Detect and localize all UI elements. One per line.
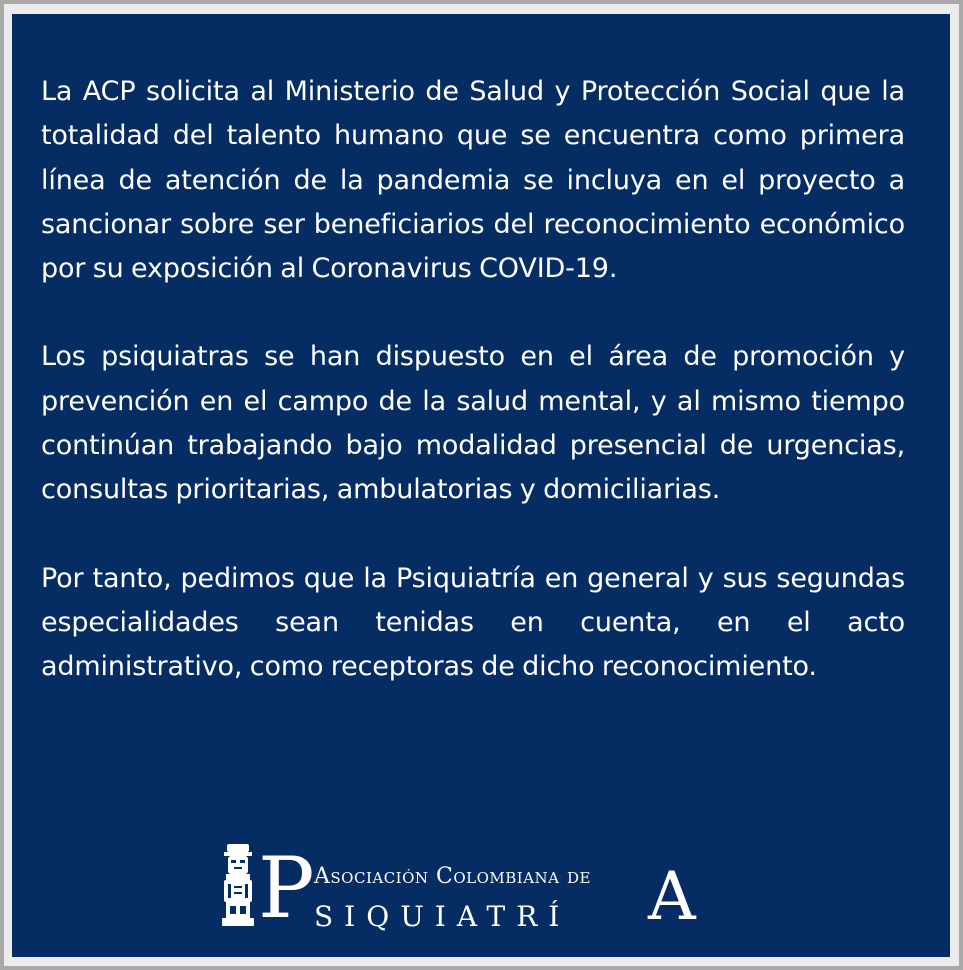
logo-line-1: Asociación Colombiana de (314, 864, 591, 889)
statement-text (41, 70, 905, 734)
logo-initial: P (258, 839, 315, 937)
statement-panel (12, 14, 950, 957)
logo-final-letter: A (648, 858, 696, 935)
logo-line-2: SIQUIATRÍ (314, 900, 571, 933)
acp-logo (218, 839, 718, 937)
paragraph-3: Por tanto, pedimos que la Psiquiatría en general y sus segundas especialidades sean tenidas en cuenta, en el acto administrativo, como receptoras de dicho reconocimiento. (41, 562, 905, 683)
pre-columbian-statue-icon (218, 842, 258, 930)
paragraph-1: La ACP solicita al Ministerio de Salud y Protección Social que la totalidad del talento humano que se encuentra como primera línea de atención de la pandemia se incluya en el proyecto a sancionar sobre ser beneficiarios del reconocimiento económico por su exposición al Coronavirus COVID-19. (41, 76, 905, 285)
paragraph-2: Los psiquiatras se han dispuesto en el área de promoción y prevención en el campo de la salud mental, y al mismo tiempo continúan trabajando bajo modalidad presencial de urgencias, consultas prioritarias, ambulatorias y domiciliarias. (41, 341, 905, 506)
